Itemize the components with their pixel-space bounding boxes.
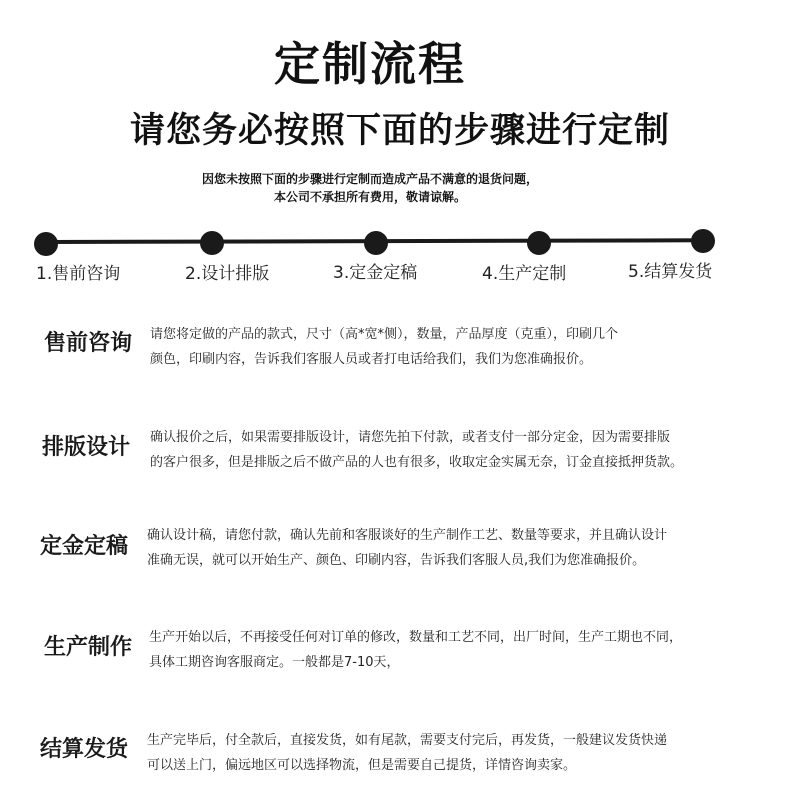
- section-5-heading: 结算发货: [40, 737, 129, 762]
- process-timeline: [0, 220, 800, 290]
- section-4-line-2: 具体工期咨询客服商定。一般都是7-10天，: [149, 655, 400, 670]
- section-2-heading: 排版设计: [42, 435, 131, 460]
- step-1-label: 1.售前咨询: [36, 264, 121, 284]
- section-2-body: [150, 425, 683, 475]
- section-5-line-2: 可以送上门，偏远地区可以选择物流，但是需要自己提货，详情咨询卖家。: [147, 758, 577, 773]
- step-1-dot: [34, 232, 58, 256]
- section-4-heading: 生产制作: [44, 635, 133, 660]
- section-1-line-1: 请您将定做的产品的款式，尺寸（高*宽*侧），数量，产品厚度（克重），印刷几个: [150, 327, 619, 342]
- section-1-body: [150, 322, 618, 372]
- step-3-label: 3.定金定稿: [333, 263, 418, 283]
- step-4-dot: [527, 231, 551, 255]
- section-2-line-1: 确认报价之后，如果需要排版设计，请您先拍下付款，或者支付一部分定金，因为需要排版: [150, 430, 671, 445]
- section-3-line-1: 确认设计稿，请您付款，确认先前和客服谈好的生产制作工艺、数量等要求，并且确认设计: [147, 528, 668, 543]
- section-3-body: [147, 523, 667, 573]
- section-1-line-2: 颜色，印刷内容，告诉我们客服人员或者打电话给我们，我们为您准确报价。: [150, 352, 593, 367]
- step-2-dot: [200, 231, 224, 255]
- step-4-label: 4.生产定制: [482, 264, 567, 284]
- section-5-body: [147, 728, 667, 778]
- section-3-heading: 定金定稿: [40, 534, 129, 559]
- page-title: 定制流程: [274, 37, 466, 91]
- step-5-label: 5.结算发货: [628, 262, 713, 282]
- notice: [0, 170, 740, 206]
- step-3-dot: [364, 231, 388, 255]
- section-2-line-2: 的客户很多，但是排版之后不做产品的人也有很多，收取定金实属无奈，订金直接抵押货款。: [150, 455, 684, 470]
- section-4-body: [149, 625, 682, 675]
- step-5-dot: [691, 229, 715, 253]
- notice-line-1: 因您未按照下面的步骤进行定制而造成产品不满意的退货问题，: [201, 172, 538, 186]
- notice-line-2: 本公司不承担所有费用，敬请谅解。: [273, 190, 466, 204]
- section-1-heading: 售前咨询: [44, 331, 133, 356]
- section-4-line-1: 生产开始以后，不再接受任何对订单的修改，数量和工艺不同，出厂时间，生产工期也不同，: [149, 630, 683, 645]
- step-2-label: 2.设计排版: [185, 264, 270, 284]
- section-3-line-2: 准确无误，就可以开始生产、颜色、印刷内容，告诉我们客服人员,我们为您准确报价。: [147, 553, 646, 568]
- page-subtitle: 请您务必按照下面的步骤进行定制: [129, 111, 670, 151]
- section-5-line-1: 生产完毕后，付全款后，直接发货，如有尾款，需要支付完后，再发货，一般建议发货快递: [147, 733, 668, 748]
